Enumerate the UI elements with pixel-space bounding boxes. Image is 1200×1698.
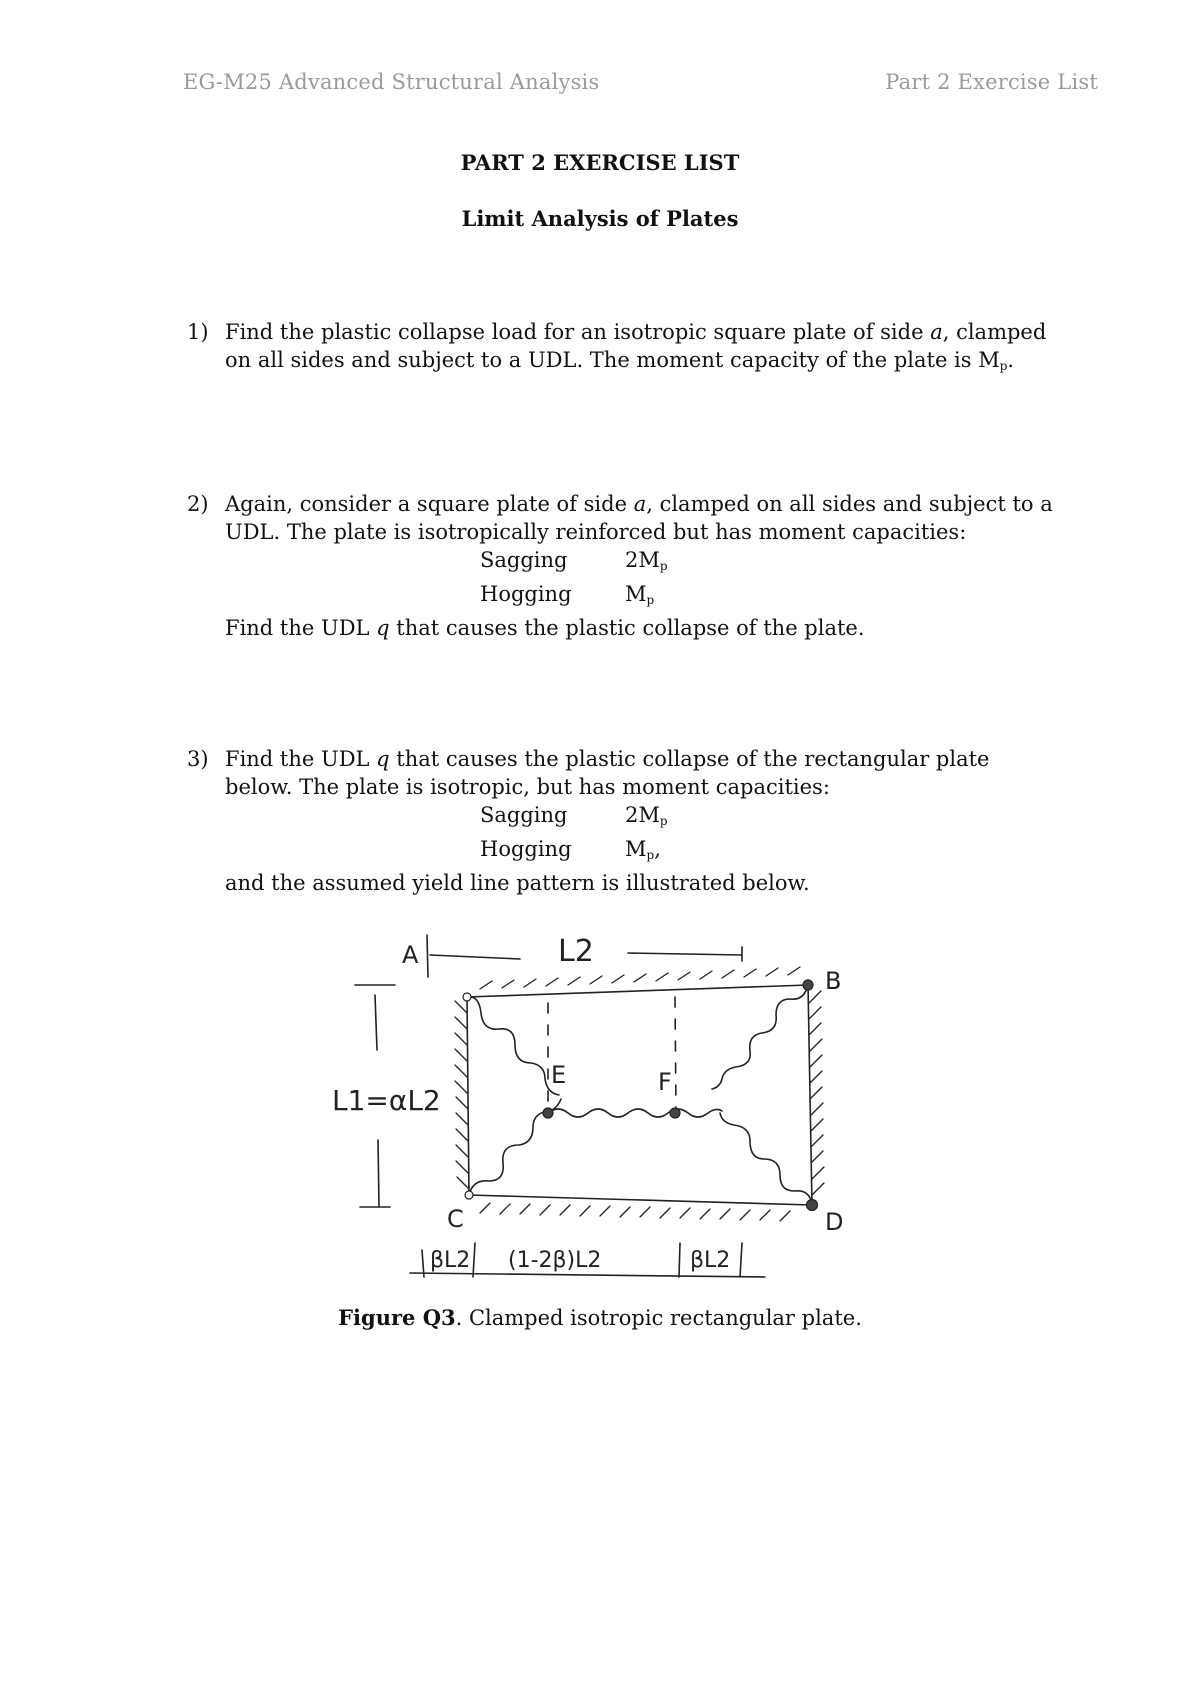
yield-line-b-f [712, 985, 808, 1089]
yield-line-diagram [330, 925, 850, 1300]
question-2-line-2: UDL. The plate is isotropically reinforced but has moment capacities: [225, 520, 967, 544]
label-one-minus-two-beta-l2: (1-2β)L2 [508, 1248, 602, 1273]
node-a [463, 993, 471, 1001]
document-subtitle: Limit Analysis of Plates [461, 206, 739, 231]
question-2-hogging-row: Hogging $M_p$ [480, 582, 655, 607]
question-3-line-3: and the assumed yield line pattern is illustrated below. [225, 871, 810, 895]
question-3-line-1: Find the UDL q that causes the plastic collapse of the rectangular plate [225, 747, 990, 771]
hatch-top [480, 967, 800, 989]
question-2 [187, 490, 1067, 642]
yield-line-figure [330, 925, 850, 1300]
dim-l2-tick-left [427, 935, 428, 977]
dim-l1-line-top [375, 995, 377, 1050]
dim-bottom-tick-2 [473, 1243, 475, 1277]
label-beta-l2-left: βL2 [430, 1248, 471, 1273]
plate-edge-bottom [469, 1195, 812, 1205]
dim-l1-line-bottom [378, 1140, 379, 1207]
header-section-title: Part 2 Exercise List [885, 70, 1098, 94]
dim-bottom-line [410, 1273, 765, 1277]
question-2-line-3: Find the UDL q that causes the plastic collapse of the plate. [225, 616, 865, 640]
question-2-sagging-row: Sagging $2M_p$ [480, 548, 668, 573]
plate-edge-top [467, 985, 808, 997]
question-2-number: 2) [187, 492, 209, 516]
hatch-left [455, 1001, 469, 1189]
figure-caption: Figure Q3. Clamped isotropic rectangular plate. [338, 1305, 862, 1330]
yield-line-e-f [548, 1109, 722, 1117]
dim-l2-line-right [628, 953, 742, 955]
yield-line-a-e [467, 997, 559, 1095]
header-course-title: EG-M25 Advanced Structural Analysis [183, 70, 600, 94]
label-f: F [658, 1068, 672, 1096]
label-beta-l2-right: βL2 [690, 1248, 731, 1273]
node-d [807, 1200, 818, 1211]
question-3 [187, 745, 1067, 897]
label-d: D [825, 1208, 844, 1236]
question-3-hogging-row: Hogging $M_p$, [480, 837, 661, 862]
label-e: E [551, 1061, 567, 1089]
dim-bottom-tick-4 [740, 1243, 742, 1277]
dashed-line-f [675, 997, 676, 1111]
label-b: B [825, 967, 842, 995]
document-title: PART 2 EXERCISE LIST [460, 150, 740, 175]
label-c: C [447, 1205, 464, 1233]
plate-edge-left [467, 997, 469, 1195]
label-l2: L2 [558, 934, 594, 969]
question-1-line-1: Find the plastic collapse load for an isotropic square plate of side a, clamped [225, 320, 1047, 344]
yield-line-d-f [720, 1113, 812, 1205]
label-a: A [402, 941, 419, 969]
question-3-sagging-row: Sagging $2M_p$ [480, 803, 668, 828]
label-l1: L1=αL2 [332, 1084, 441, 1117]
node-b [803, 980, 813, 990]
question-2-line-1: Again, consider a square plate of side a, clamped on all sides and subject to a [225, 492, 1053, 516]
question-1-number: 1) [187, 320, 209, 344]
hatch-bottom [480, 1203, 790, 1221]
question-3-number: 3) [187, 747, 209, 771]
node-e [543, 1108, 553, 1118]
dim-bottom-tick-3 [679, 1243, 680, 1277]
question-3-line-2: below. The plate is isotropic, but has moment capacities: [225, 775, 830, 799]
question-1 [187, 318, 1067, 380]
node-c [465, 1191, 473, 1199]
dim-l2-line-left [430, 955, 520, 959]
question-1-line-2: on all sides and subject to a UDL. The moment capacity of the plate is $M_p$. [225, 348, 1015, 373]
node-f [670, 1108, 680, 1118]
